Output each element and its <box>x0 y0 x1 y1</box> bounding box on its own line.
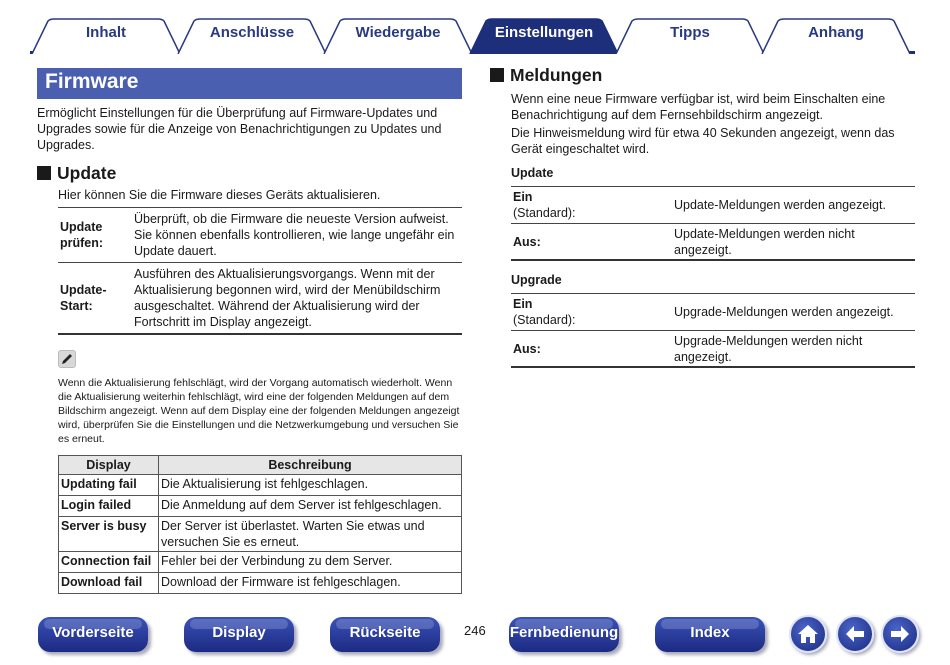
error-messages-table <box>58 455 462 594</box>
option-key-label: Ein <box>513 297 533 311</box>
option-row <box>511 331 915 368</box>
error-display-text: Server is busy <box>59 517 159 552</box>
upgrade-subheading: Upgrade <box>511 273 562 287</box>
tab-inhalt[interactable] <box>30 18 182 54</box>
error-display-text: Download fail <box>59 573 159 594</box>
option-key-label: Aus: <box>513 341 541 356</box>
option-key-label: Ein <box>513 190 533 204</box>
meldungen-heading <box>490 65 602 86</box>
firmware-intro: Ermöglicht Einstellungen für die Überprüfung auf Firmware-Updates und Upgrades sowie für die Anzeige von Benachrichtigungen zu Updates und Upgrades. <box>37 106 442 152</box>
tab-anhang[interactable] <box>760 18 912 54</box>
option-key <box>511 189 674 221</box>
forward-arrow-icon <box>888 622 912 646</box>
tab-label: Anschlüsse <box>209 24 295 41</box>
option-value: Upgrade-Meldungen werden angezeigt. <box>674 305 894 319</box>
rueckseite-button[interactable] <box>330 617 440 652</box>
tab-label: Wiedergabe <box>355 24 441 41</box>
error-display-text: Login failed <box>59 496 159 517</box>
back-button[interactable] <box>836 615 874 653</box>
option-key-label: Aus: <box>513 234 541 249</box>
button-label: Fernbedienung <box>509 624 619 641</box>
forward-button[interactable] <box>881 615 919 653</box>
button-label: Index <box>690 624 730 641</box>
home-icon <box>796 622 820 646</box>
option-description: Ausführen des Aktualisierungsvorgangs. Wenn mit der Aktualisierung begonnen wird, wird der Menübildschirm ausgeschaltet. Während der Aktualisierung wird der Fortschritt im Display angezeigt. <box>134 267 441 329</box>
error-description: Download der Firmware ist fehlgeschlagen. <box>159 573 462 594</box>
option-term: Update prüfen: <box>60 220 104 250</box>
error-display-text: Connection fail <box>59 552 159 573</box>
option-key-sub: (Standard): <box>513 313 576 327</box>
meldungen-paragraph: Wenn eine neue Firmware verfügbar ist, wird beim Einschalten eine Benachrichtigung auf dem Fernsehbildschirm angezeigt. <box>511 92 886 122</box>
meldungen-paragraph: Die Hinweismeldung wird für etwa 40 Sekunden angezeigt, wenn das Gerät eingeschaltet wird. <box>511 126 895 156</box>
square-bullet-icon <box>37 166 51 180</box>
back-arrow-icon <box>843 622 867 646</box>
meldungen-heading-label: Meldungen <box>510 65 603 85</box>
table-header-row <box>59 456 462 475</box>
option-key <box>511 341 674 357</box>
fernbedienung-button[interactable] <box>509 617 619 652</box>
tab-label: Tipps <box>670 24 710 41</box>
table-row <box>59 475 462 496</box>
update-option-row <box>58 208 462 263</box>
table-row <box>59 552 462 573</box>
column-header: Beschreibung <box>159 456 462 475</box>
option-key-sub: (Standard): <box>513 206 576 220</box>
option-value: Update-Meldungen werden angezeigt. <box>674 198 886 212</box>
update-options-table <box>58 207 462 335</box>
error-description: Fehler bei der Verbindung zu dem Server. <box>159 552 462 573</box>
pencil-icon <box>58 350 76 368</box>
tab-einstellungen[interactable] <box>468 18 620 54</box>
option-row <box>511 294 915 331</box>
page-title: Firmware <box>37 68 462 99</box>
square-bullet-icon <box>490 68 504 82</box>
update-option-row <box>58 263 462 335</box>
option-value: Upgrade-Meldungen werden nicht angezeigt. <box>674 333 863 364</box>
tab-label: Inhalt <box>86 24 126 41</box>
button-label: Rückseite <box>349 624 421 641</box>
error-display-text: Updating fail <box>59 475 159 496</box>
error-description: Der Server ist überlastet. Warten Sie etwas und versuchen Sie es erneut. <box>159 517 462 552</box>
option-key <box>511 234 674 250</box>
home-button[interactable] <box>789 615 827 653</box>
table-row <box>59 573 462 594</box>
option-value: Update-Meldungen werden nicht angezeigt. <box>674 226 855 257</box>
tab-label: Anhang <box>808 24 864 41</box>
table-row <box>59 517 462 552</box>
tab-anschluesse[interactable] <box>176 18 328 54</box>
button-label: Vorderseite <box>52 624 134 641</box>
error-description: Die Aktualisierung ist fehlgeschlagen. <box>159 475 462 496</box>
option-term: Update-Start: <box>60 283 107 313</box>
top-tab-bar <box>30 18 915 54</box>
display-button[interactable] <box>184 617 294 652</box>
update-description: Hier können Sie die Firmware dieses Geräts aktualisieren. <box>58 188 381 202</box>
vorderseite-button[interactable] <box>38 617 148 652</box>
button-label: Display <box>212 624 266 641</box>
option-key <box>511 296 674 328</box>
error-description: Die Anmeldung auf dem Server ist fehlgeschlagen. <box>159 496 462 517</box>
note-text: Wenn die Aktualisierung fehlschlägt, wird der Vorgang automatisch wiederholt. Wenn die Aktualisierung weiterhin fehlschlägt, wird eine der folgenden Meldungen auf dem Bildschirm angezeigt. Wenn auf dem Display eine der folgenden Meldungen angezeigt wird, überprüfen Sie die Einstellungen und die Netzwerkumgebung und versuchen Sie es erneut. <box>58 377 460 445</box>
update-notification-table <box>511 186 915 261</box>
tab-wiedergabe[interactable] <box>322 18 474 54</box>
update-subheading: Update <box>511 166 554 180</box>
option-row <box>511 224 915 261</box>
tab-tipps[interactable] <box>614 18 766 54</box>
update-heading-label: Update <box>57 163 117 183</box>
option-description: Überprüft, ob die Firmware die neueste Version aufweist. Sie können ebenfalls kontrollieren, wie lange ungefähr ein Update dauert. <box>134 212 455 258</box>
upgrade-notification-table <box>511 293 915 368</box>
option-row <box>511 187 915 224</box>
page-number: 246 <box>464 623 486 638</box>
tab-label: Einstellungen <box>494 24 594 41</box>
column-header: Display <box>59 456 159 475</box>
update-heading <box>37 163 116 184</box>
index-button[interactable] <box>655 617 765 652</box>
table-row <box>59 496 462 517</box>
